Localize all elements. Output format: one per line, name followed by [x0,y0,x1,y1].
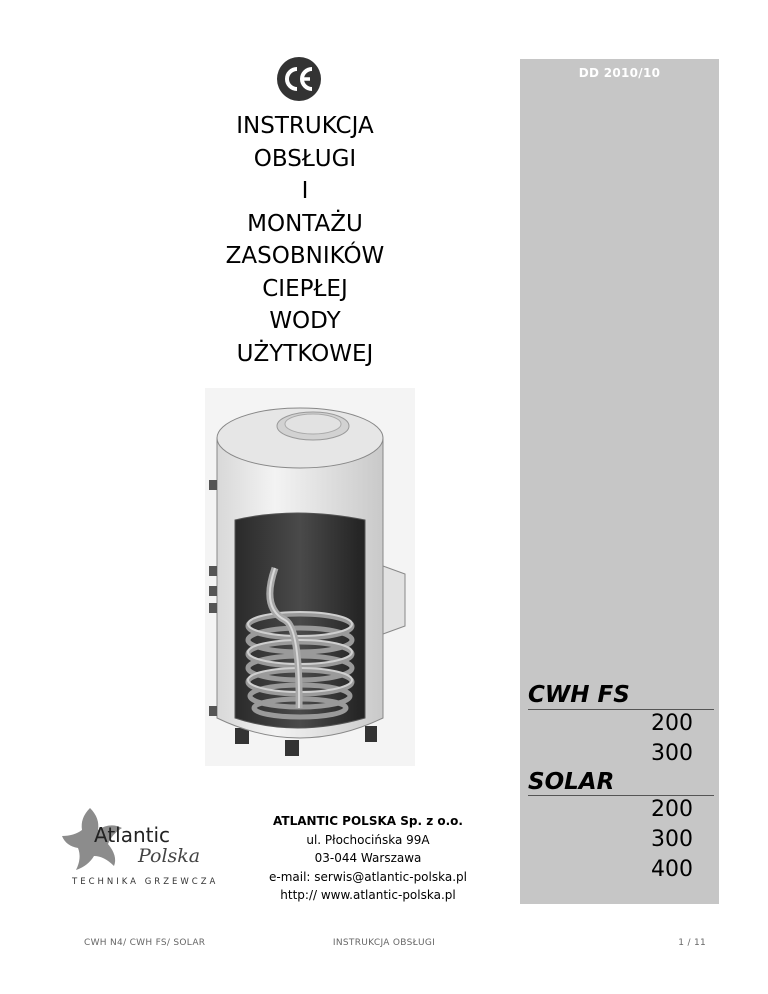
title-line: MONTAŻU [247,210,363,237]
logo-word-atlantic: Atlantic [94,823,171,847]
logo-tagline: TECHNIKA GRZEWCZA [72,877,219,887]
company-name: ATLANTIC POLSKA Sp. z o.o. [273,814,463,828]
capacity-value: 300 [651,741,693,766]
title-line: INSTRUKCJA [236,113,374,139]
footer-center: INSTRUKCJA OBSŁUGI [332,938,436,948]
sidebar-panel [520,59,719,904]
company-website[interactable]: http:// www.atlantic-polska.pl [280,888,456,902]
document-code: DD 2010/10 [578,66,661,80]
ce-mark-icon [276,56,322,102]
atlantic-polska-logo [60,800,220,890]
title-line: ZASOBNIKÓW [225,243,385,269]
title-line: WODY [269,308,341,334]
company-city: 03-044 Warszawa [314,851,422,865]
water-heater-illustration [205,388,415,766]
capacity-value: 200 [651,797,693,822]
model-name-solar: SOLAR [528,769,615,795]
company-street: ul. Płochocińska 99A [306,832,430,847]
page-number: 1 / 11 [678,938,706,948]
title-line: UŻYTKOWEJ [236,340,374,367]
title-line: OBSŁUGI [253,145,357,172]
logo-word-polska: Polska [138,845,201,867]
capacity-value: 300 [651,827,693,852]
document-title [190,110,420,370]
title-line: I [301,178,309,204]
company-email[interactable]: e-mail: serwis@atlantic-polska.pl [269,869,467,884]
title-line: CIEPŁEJ [262,275,348,302]
model-name-cwh-fs: CWH FS [528,682,630,708]
company-contact [228,812,508,905]
capacity-value: 200 [651,711,693,736]
capacity-value: 400 [651,857,693,882]
footer-left: CWH N4/ CWH FS/ SOLAR [84,938,206,948]
